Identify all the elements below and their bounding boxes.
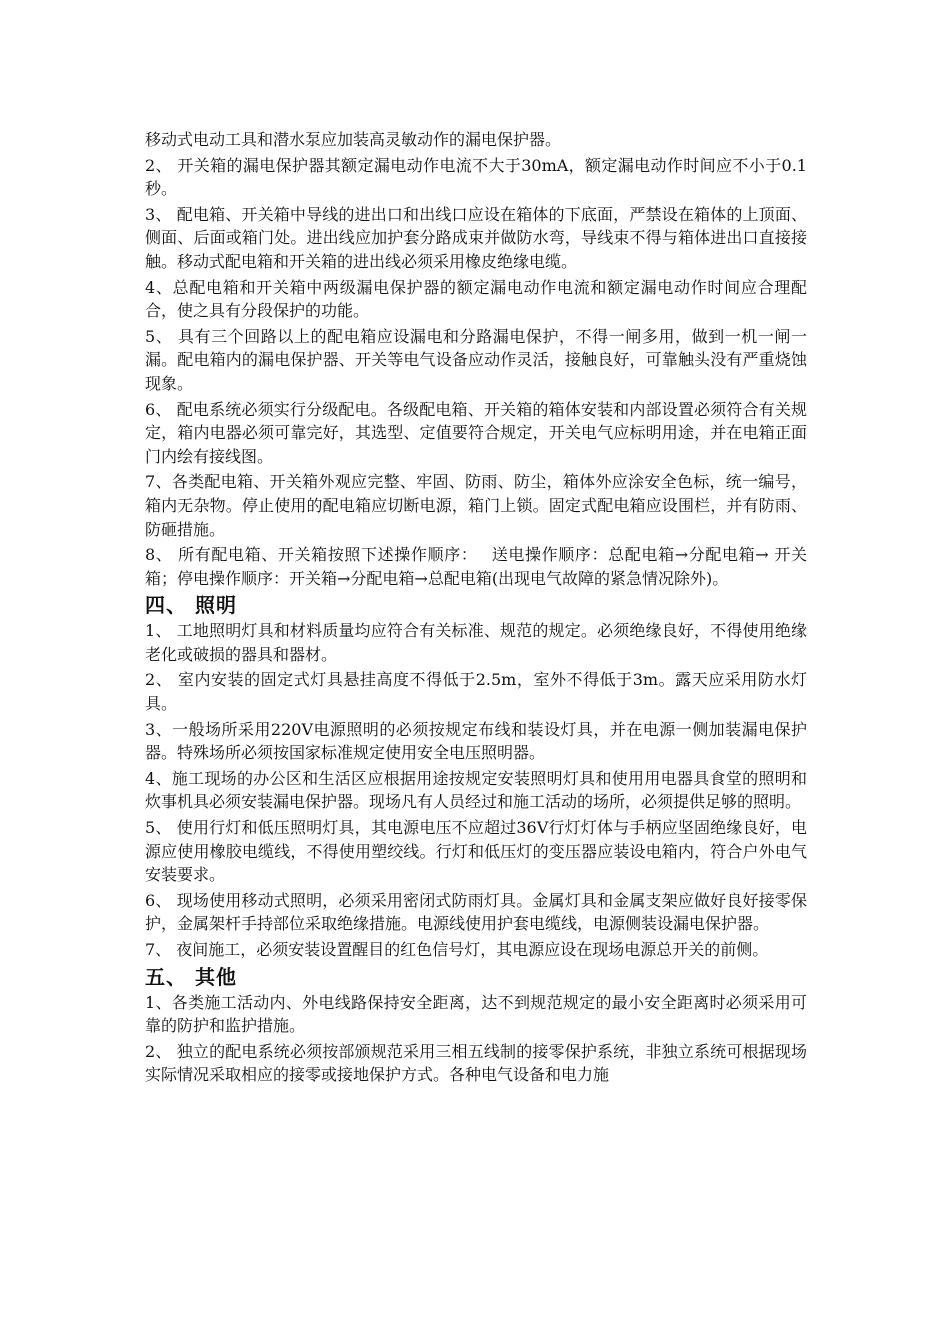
paragraph-5-item-1: 1、各类施工活动内、外电线路保持安全距离，达不到规范规定的最小安全距离时必须采用可靠的防护和监护措施。 xyxy=(145,992,807,1036)
paragraph-4-item-6: 6、 现场使用移动式照明，必须采用密闭式防雨灯具。金属灯具和金属支架应做好良好接零保护，金属架杆手持部位采取绝缘措施。电源线使用护套电缆线，电源侧装设漏电保护器。 xyxy=(145,890,807,934)
paragraph-4-item-3: 3、一般场所采用220V电源照明的必须按规定布线和装设灯具，并在电源一侧加装漏电保护器。特殊场所必须按国家标准规定使用安全电压照明器。 xyxy=(145,719,807,763)
paragraph-3-item-2: 2、 开关箱的漏电保护器其额定漏电动作电流不大于30mA，额定漏电动作时间应不小于0.1秒。 xyxy=(145,155,807,199)
section-heading-other: 五、 其他 xyxy=(145,964,237,989)
paragraph-3-item-6: 6、 配电系统必须实行分级配电。各级配电箱、开关箱的箱体安装和内部设置必须符合有关规定，箱内电器必须可靠完好，其选型、定值要符合规定，开关电气应标明用途，并在电箱正面门内绘有接线图。 xyxy=(145,399,807,466)
paragraph-3-item-5: 5、 具有三个回路以上的配电箱应设漏电和分路漏电保护，不得一闸多用，做到一机一闸一漏。配电箱内的漏电保护器、开关等电气设备应动作灵活，接触良好，可靠触头没有严重烧蚀现象。 xyxy=(145,326,807,393)
paragraph-4-item-5: 5、 使用行灯和低压照明灯具，其电源电压不应超过36V行灯灯体与手柄应坚固绝缘良好，电源应使用橡胶电缆线，不得使用塑绞线。行灯和低压灯的变压器应装设电箱内，符合户外电气安装要求。 xyxy=(145,818,807,885)
section-heading-lighting: 四、 照明 xyxy=(145,593,237,618)
paragraph-4-item-7: 7、 夜间施工，必须安装设置醒目的红色信号灯，其电源应设在现场电源总开关的前侧。 xyxy=(145,940,769,959)
paragraph-3-item-3: 3、 配电箱、开关箱中导线的进出口和出线口应设在箱体的下底面，严禁设在箱体的上顶面、侧面、后面或箱门处。进出线应加护套分路成束并做防水弯，导线束不得与箱体进出口直接接触。移动式配电箱和开关箱的进出线必须采用橡皮绝缘电缆。 xyxy=(145,204,807,271)
paragraph-3-item-4: 4、总配电箱和开关箱中两级漏电保护器的额定漏电动作电流和额定漏电动作时间应合理配合，使之具有分段保护的功能。 xyxy=(145,277,807,321)
paragraph-3-item-8: 8、 所有配电箱、开关箱按照下述操作顺序： 送电操作顺序：总配电箱→分配电箱→ 开关箱；停电操作顺序：开关箱→分配电箱→总配电箱(出现电气故障的紧急情况除外)。 xyxy=(145,545,807,588)
paragraph-3-item-7: 7、各类配电箱、开关箱外观应完整、牢固、防雨、防尘，箱体外应涂安全色标，统一编号，箱内无杂物。停止使用的配电箱应切断电源，箱门上锁。固定式配电箱应设围栏，并有防雨、防砸措施。 xyxy=(145,472,807,539)
paragraph-5-item-2: 2、 独立的配电系统必须按部颁规范采用三相五线制的接零保护系统，非独立系统可根据现场实际情况采取相应的接零或接地保护方式。各种电气设备和电力施 xyxy=(145,1041,807,1085)
paragraph-4-item-1: 1、 工地照明灯具和材料质量均应符合有关标准、规范的规定。必须绝缘良好，不得使用绝缘老化或破损的器具和器材。 xyxy=(145,621,807,664)
document-body xyxy=(145,128,807,1089)
paragraph-3-tail-continuation: 移动式电动工具和潜水泵应加装高灵敏动作的漏电保护器。 xyxy=(145,130,562,149)
paragraph-4-item-4: 4、施工现场的办公区和生活区应根据用途按规定安装照明灯具和使用用电器具食堂的照明和炊事机具必须安装漏电保护器。现场凡有人员经过和施工活动的场所，必须提供足够的照明。 xyxy=(145,768,807,812)
paragraph-4-item-2: 2、 室内安装的固定式灯具悬挂高度不得低于2.5m，室外不得低于3m。露天应采用防水灯具。 xyxy=(145,670,807,714)
